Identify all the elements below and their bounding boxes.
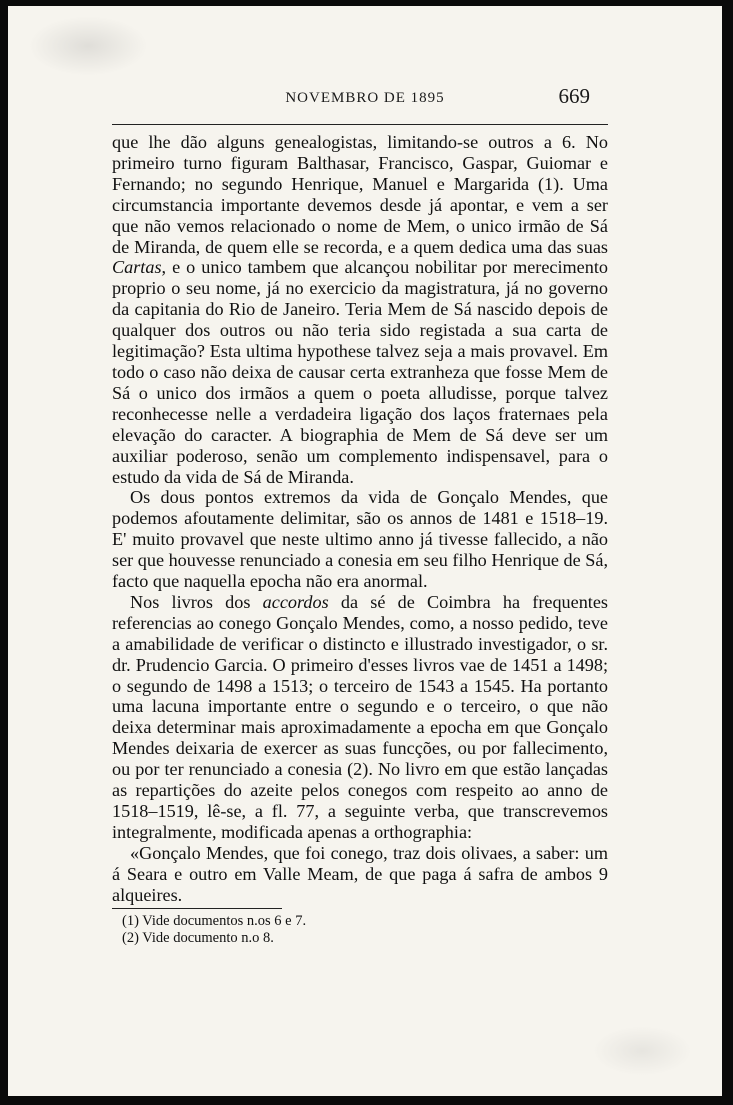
running-title: NOVEMBRO DE 1895 xyxy=(285,90,445,106)
footnote-1: (1) Vide documentos n.os 6 e 7. xyxy=(122,913,307,929)
footnote-2: (2) Vide documento n.o 8. xyxy=(122,929,274,946)
paper-stain xyxy=(592,1026,692,1076)
body-text xyxy=(112,132,608,906)
paragraph-1: que lhe dão alguns genealogistas, limitando-se outros a 6. No primeiro turno figuram Balthasar, Francisco, Gaspar, Guiomar e Fernando; no segundo Henrique, Manuel e Margarida (1). Uma circumstancia importante devemos desde já apontar, e vem a ser que não vemos relacionado o nome de Mem, o unico irmão de Sá de Miranda, de quem elle se recorda, e a quem dedica uma das suas Cartas, e o unico tambem que alcançou nobilitar por merecimento proprio o seu nome, já no exercicio da magistratura, já no governo da capitania do Rio de Janeiro. Teria Mem de Sá nascido depois de qualquer dos outros ou não teria sido registada a sua carta de legitimação? Esta ultima hypothese talvez seja a mais provavel. Em todo o caso não deixa de causar certa extranheza que fosse Mem de Sá o unico dos irmãos a quem o poeta alludisse, porque talvez reconhecesse nelle a verdadeira ligação dos laços fraternaes pela elevação do caracter. A biographia de Mem de Sá deve ser um auxiliar poderoso, senão um complemento indispensavel, para o estudo da vida de Sá de Miranda. xyxy=(112,132,608,487)
italic-accordos: accordos xyxy=(262,591,329,612)
paragraph-4: «Gonçalo Mendes, que foi conego, traz dois olivaes, a saber: um á Seara e outro em Valle Meam, de que paga á safra de ambos 9 alqueires. xyxy=(112,842,608,905)
footnotes xyxy=(122,913,602,946)
italic-cartas: Cartas xyxy=(112,257,162,278)
book-page xyxy=(8,6,722,1096)
page-header xyxy=(8,84,722,114)
footnote-rule xyxy=(112,908,282,909)
header-rule xyxy=(112,124,608,125)
page-number: 669 xyxy=(558,84,590,108)
paragraph-3: Nos livros dos accordos da sé de Coimbra ha frequentes referencias ao conego Gonçalo Mendes, como, a nosso pedido, teve a amabilidade de verificar o distincto e illustrado investigador, o sr. dr. Prudencio Garcia. O primeiro d'esses livros vae de 1451 a 1498; o segundo de 1498 a 1513; o terceiro de 1543 a 1545. Ha portanto uma lacuna importante entre o segundo e o terceiro, o que não deixa determinar mais aproximadamente a epocha em que Gonçalo Mendes deixaria de exercer as suas funcções, ou por fallecimento, ou por ter renunciado a conesia (2). No livro em que estão lançadas as repartições do azeite pelos conegos com respeito ao anno de 1518–1519, lê-se, a fl. 77, a seguinte verba, que transcrevemos integralmente, modificada apenas a orthographia: xyxy=(112,591,609,842)
paragraph-2: Os dous pontos extremos da vida de Gonçalo Mendes, que podemos afoutamente delimitar, são os annos de 1481 e 1518–19. E' muito provavel que neste ultimo anno já tivesse fallecido, a não ser que houvesse renunciado a conesia em seu filho Henrique de Sá, facto que naquella epocha não era anormal. xyxy=(112,487,608,592)
paper-stain xyxy=(28,16,148,76)
